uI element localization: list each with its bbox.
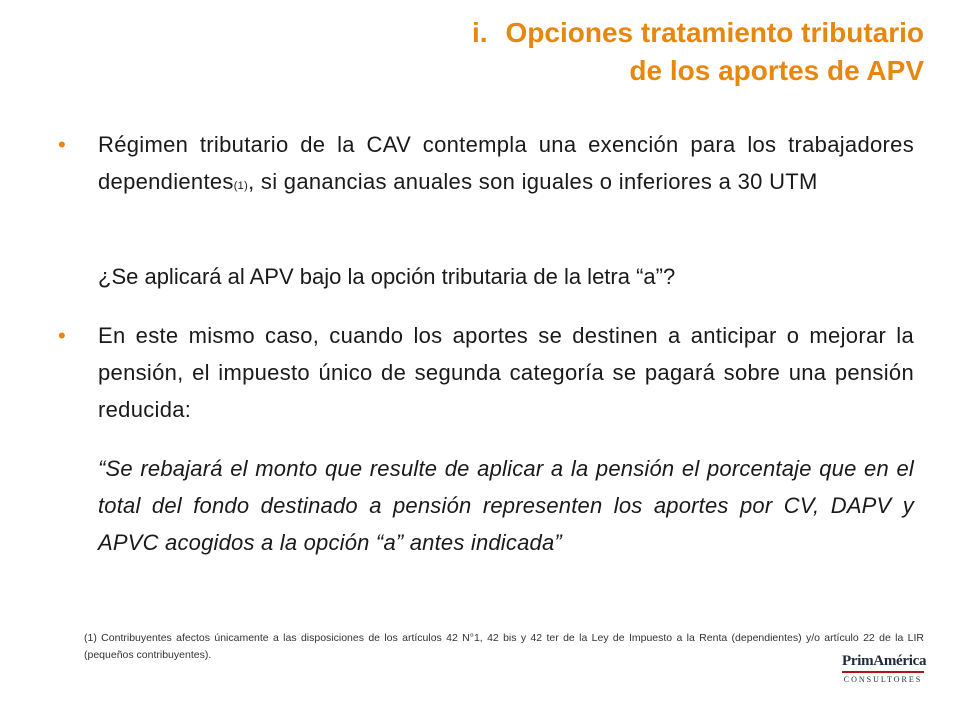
bullet-icon: •: [58, 323, 66, 348]
title-number: i.: [471, 17, 488, 48]
bullet-icon: •: [58, 132, 66, 157]
title-line2: de los aportes de APV: [629, 55, 924, 86]
footnote: (1) Contribuyentes afectos únicamente a las disposiciones de los artículos 42 N°1, 42 bis y 42 ter de la Ley de Impuesto a la Renta (dependientes) y/o artículo 22 de la LIR (pequeños contribuyentes).: [84, 632, 924, 661]
bullet-text: En este mismo caso, cuando los aportes se destinen a anticipar o mejorar la pensión, el impuesto único de segunda categoría se pagará sobre una pensión reducida:: [98, 323, 914, 422]
logo-divider: [842, 671, 924, 673]
bullet-text-main: Régimen tributario de la CAV contempla una exención para los trabajadores dependientes: [98, 132, 914, 194]
logo-subtitle: CONSULTORES: [843, 675, 923, 684]
company-logo: [842, 652, 927, 684]
legal-quote: “Se rebajará el monto que resulte de aplicar a la pensión el porcentaje que en el total del fondo destinado a pensión representen los aportes por CV, DAPV y APVC acogidos a la opción “a” antes indicada”: [98, 456, 914, 555]
slide-title: [284, 14, 924, 90]
bullet-item-exemption: [58, 126, 914, 205]
footnote-ref: (1): [233, 180, 249, 192]
question-text: ¿Se aplicará al APV bajo la opción tributaria de la letra “a”?: [98, 264, 676, 289]
bullet-text: [98, 126, 914, 205]
bullet-text-rest: , si ganancias anuales son iguales o inferiores a 30 UTM: [248, 169, 818, 194]
title-line1: Opciones tratamiento tributario: [505, 17, 924, 48]
bullet-item-pension: [58, 317, 914, 428]
logo-name: PrimAmérica: [842, 653, 927, 669]
